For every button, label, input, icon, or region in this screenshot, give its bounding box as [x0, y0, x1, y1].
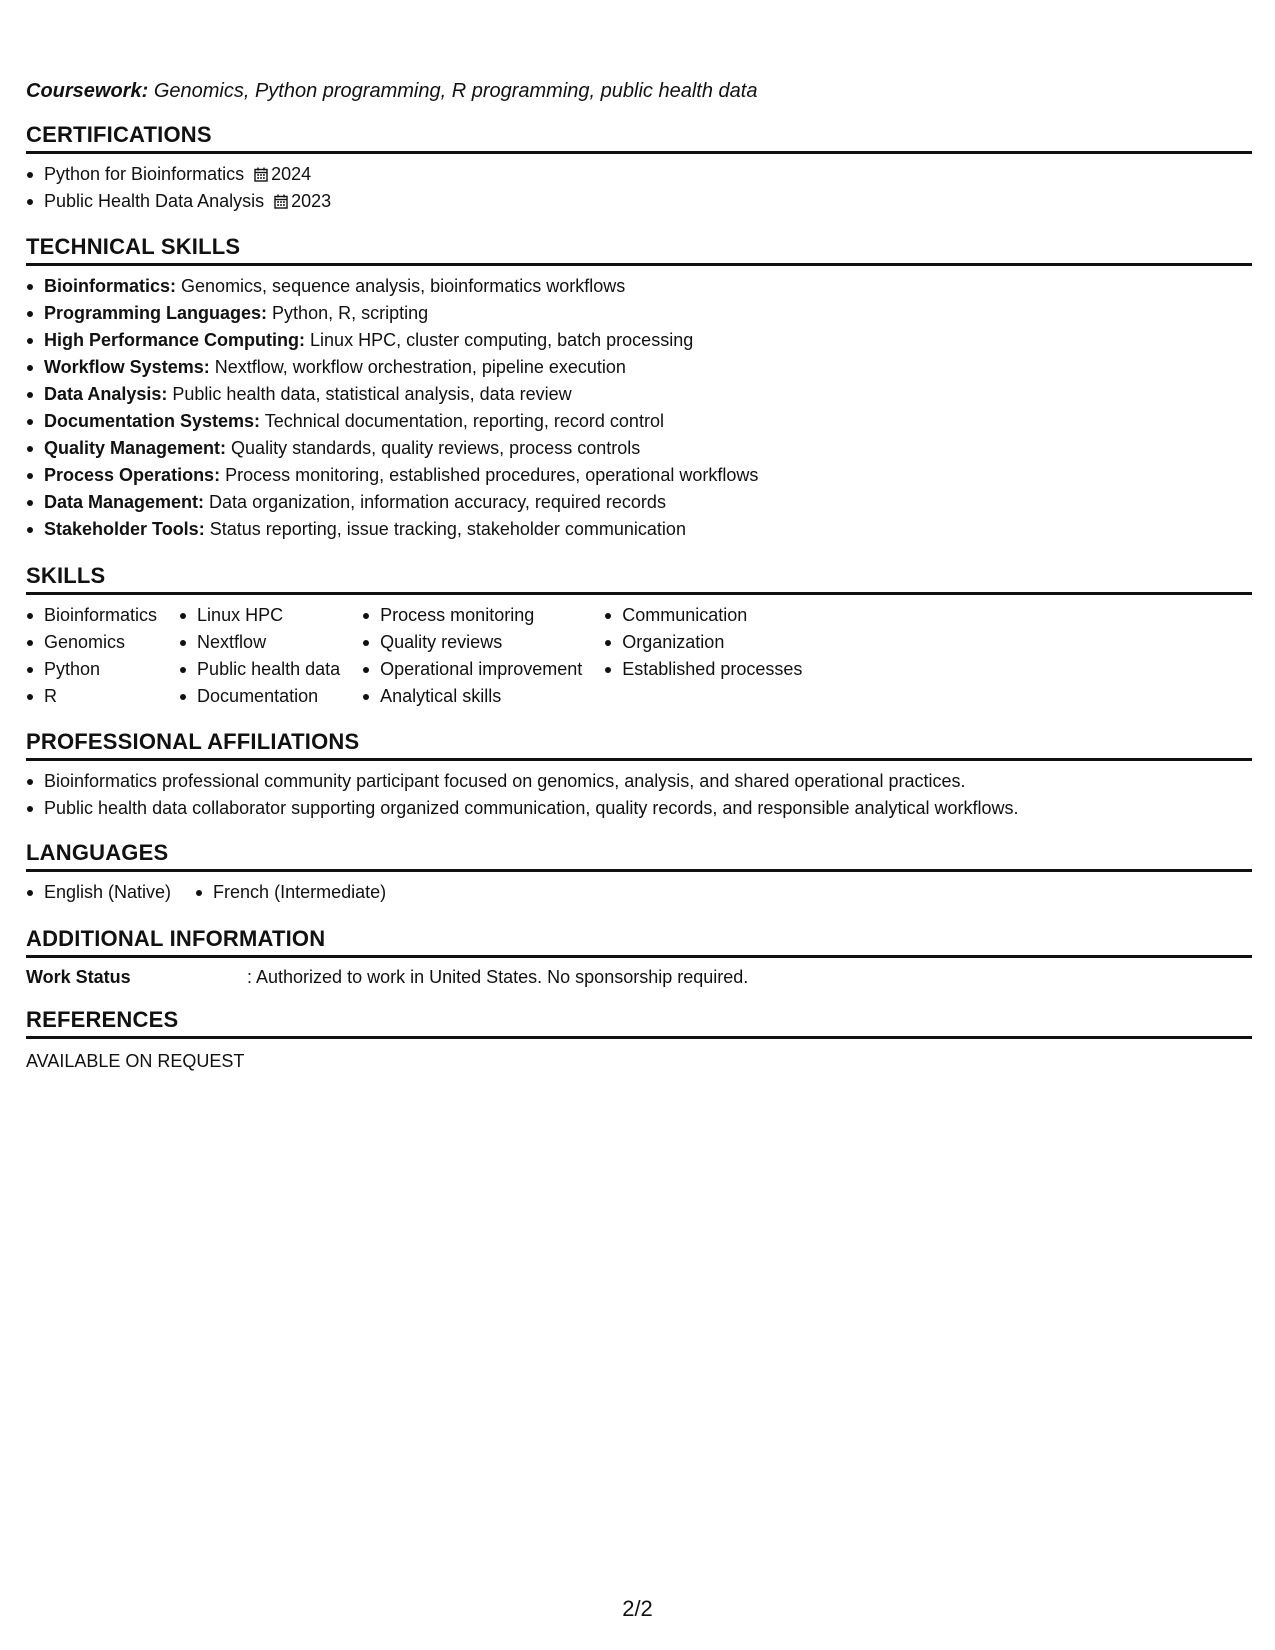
technical-skill-label: Programming Languages:: [44, 303, 268, 323]
skills-column: [26, 602, 157, 710]
section-heading-skills: SKILLS: [26, 563, 106, 588]
certification-year: 2023: [291, 191, 332, 211]
technical-skill-item: [26, 516, 1252, 543]
skill-item: Organization: [604, 629, 802, 656]
technical-skill-text: Linux HPC, cluster computing, batch processing: [310, 330, 694, 350]
affiliations-section: [26, 728, 1252, 822]
section-heading-technical-skills: TECHNICAL SKILLS: [26, 234, 241, 259]
skill-item: Operational improvement: [362, 656, 582, 683]
technical-skill-text: Python, R, scripting: [272, 303, 429, 323]
technical-skill-item: [26, 381, 1252, 408]
skills-column: [179, 602, 340, 710]
skill-item: R: [26, 683, 157, 710]
work-status-label: Work Status: [26, 967, 131, 987]
skill-item: Documentation: [179, 683, 340, 710]
technical-skill-item: [26, 300, 1252, 327]
skill-item: Established processes: [604, 656, 802, 683]
skills-column: [362, 602, 582, 710]
skill-item: Public health data: [179, 656, 340, 683]
resume-page: [26, 0, 1252, 1650]
certification-item: [26, 188, 1252, 215]
section-divider: [26, 758, 1252, 761]
technical-skill-label: Bioinformatics:: [44, 276, 177, 296]
language-item: French (Intermediate): [195, 879, 386, 906]
technical-skill-item: [26, 354, 1252, 381]
calendar-icon: [254, 167, 268, 182]
section-divider: [26, 151, 1252, 154]
languages-section: [26, 839, 1252, 906]
skills-column: [604, 602, 802, 710]
skill-item: Linux HPC: [179, 602, 340, 629]
technical-skill-item: [26, 327, 1252, 354]
work-status-row: [26, 964, 1252, 991]
coursework-text: Genomics, Python programming, R programming, public health data: [153, 80, 758, 102]
technical-skill-text: Quality standards, quality reviews, process controls: [231, 438, 641, 458]
skill-item: Python: [26, 656, 157, 683]
technical-skill-label: Quality Management:: [44, 438, 227, 458]
coursework-label: Coursework:: [26, 80, 149, 102]
section-divider: [26, 955, 1252, 958]
technical-skill-text: Public health data, statistical analysis, data review: [172, 384, 572, 404]
language-item: English (Native): [26, 879, 171, 906]
technical-skill-text: Data organization, information accuracy, required records: [209, 492, 666, 512]
technical-skill-item: [26, 489, 1252, 516]
certification-year: 2024: [271, 164, 312, 184]
references-section: [26, 1006, 1252, 1075]
skill-item: Genomics: [26, 629, 157, 656]
technical-skill-text: Technical documentation, reporting, record control: [264, 411, 664, 431]
section-heading-affiliations: PROFESSIONAL AFFILIATIONS: [26, 729, 360, 754]
technical-skill-text: Nextflow, workflow orchestration, pipeline execution: [214, 357, 626, 377]
skill-item: Bioinformatics: [26, 602, 157, 629]
section-divider: [26, 263, 1252, 266]
additional-info-section: [26, 925, 1252, 991]
references-text: AVAILABLE ON REQUEST: [26, 1051, 245, 1071]
section-heading-languages: LANGUAGES: [26, 840, 169, 865]
skills-columns: [26, 602, 1252, 710]
technical-skill-text: Genomics, sequence analysis, bioinformatics workflows: [181, 276, 626, 296]
section-divider: [26, 1036, 1252, 1039]
technical-skill-item: [26, 273, 1252, 300]
section-heading-references: REFERENCES: [26, 1007, 179, 1032]
languages-row: [26, 879, 1252, 906]
technical-skill-label: Workflow Systems:: [44, 357, 210, 377]
skill-item: Analytical skills: [362, 683, 582, 710]
section-heading-certifications: CERTIFICATIONS: [26, 122, 212, 147]
work-status-value: : Authorized to work in United States. No sponsorship required.: [247, 967, 749, 987]
calendar-icon: [274, 194, 288, 209]
section-divider: [26, 869, 1252, 872]
certifications-section: [26, 121, 1252, 215]
technical-skill-text: Process monitoring, established procedures, operational workflows: [225, 465, 759, 485]
affiliation-item: Public health data collaborator supporting organized communication, quality records, and responsible analytical workflows.: [26, 795, 1252, 822]
technical-skills-list: [26, 273, 1252, 543]
technical-skill-label: High Performance Computing:: [44, 330, 306, 350]
affiliations-list: [26, 768, 1252, 822]
certifications-list: [26, 161, 1252, 215]
coursework-line: [26, 78, 757, 104]
languages-list: [26, 879, 410, 906]
technical-skill-item: [26, 408, 1252, 435]
skill-item: Communication: [604, 602, 802, 629]
technical-skill-item: [26, 462, 1252, 489]
technical-skill-text: Status reporting, issue tracking, stakeholder communication: [209, 519, 686, 539]
skill-item: Quality reviews: [362, 629, 582, 656]
technical-skill-label: Data Management:: [44, 492, 205, 512]
certification-name: Public Health Data Analysis: [44, 191, 265, 211]
skill-item: Process monitoring: [362, 602, 582, 629]
certification-item: [26, 161, 1252, 188]
technical-skill-item: [26, 435, 1252, 462]
section-divider: [26, 592, 1252, 595]
section-heading-additional-info: ADDITIONAL INFORMATION: [26, 926, 326, 951]
technical-skill-label: Documentation Systems:: [44, 411, 261, 431]
technical-skills-section: [26, 233, 1252, 543]
skill-item: Nextflow: [179, 629, 340, 656]
certification-name: Python for Bioinformatics: [44, 164, 245, 184]
affiliation-item: Bioinformatics professional community participant focused on genomics, analysis, and shared operational practices.: [26, 768, 1252, 795]
page-number: 2/2: [622, 1596, 653, 1621]
technical-skill-label: Data Analysis:: [44, 384, 168, 404]
skills-section: [26, 562, 1252, 710]
technical-skill-label: Process Operations:: [44, 465, 221, 485]
technical-skill-label: Stakeholder Tools:: [44, 519, 205, 539]
